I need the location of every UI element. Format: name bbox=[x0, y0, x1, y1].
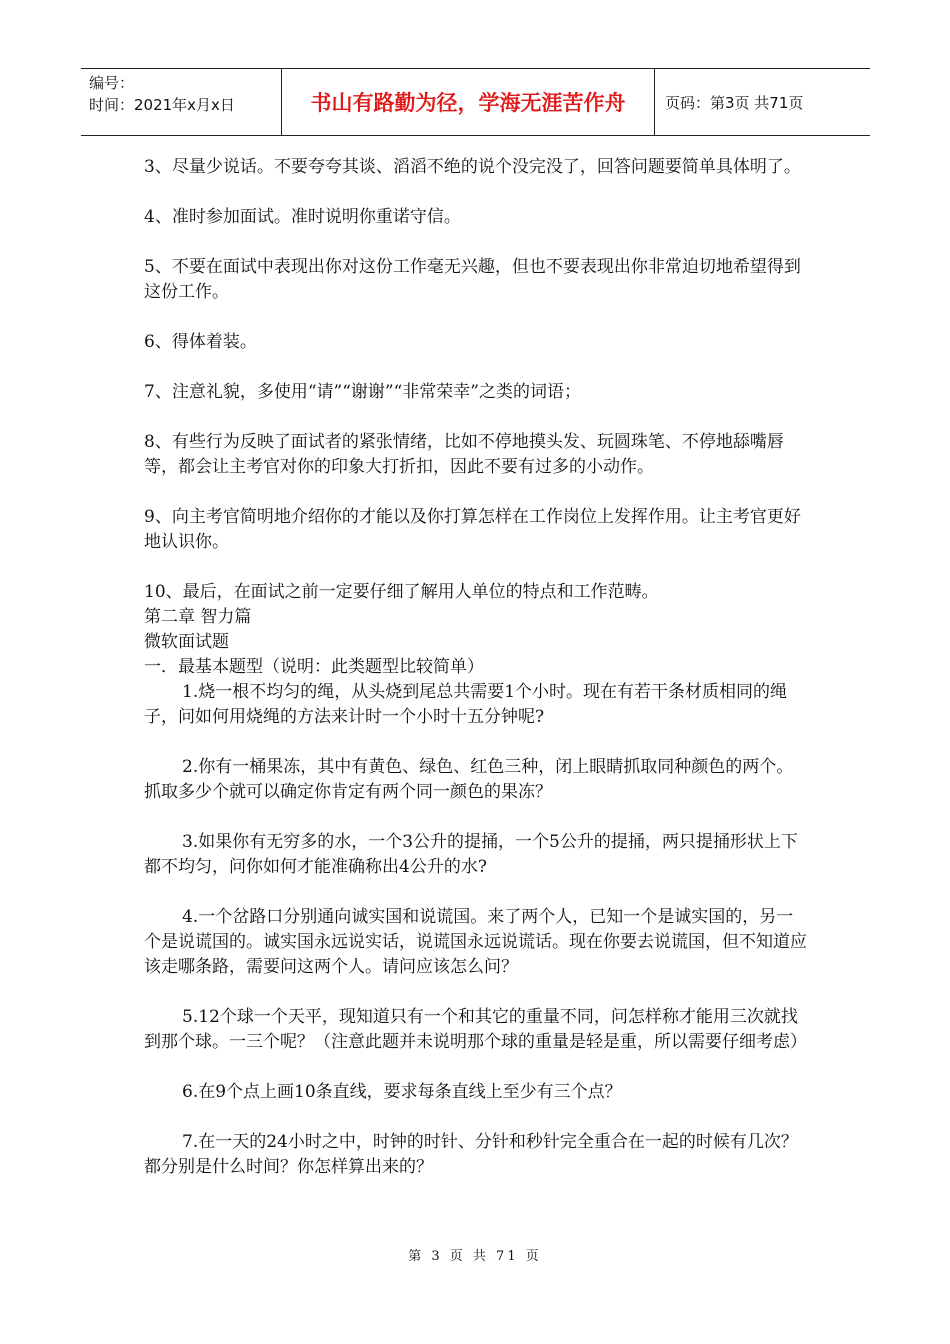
tip-6: 6、得体着装。 bbox=[144, 332, 257, 352]
tip-5: 5、不要在面试中表现出你对这份工作毫无兴趣，但也不要表现出你非常迫切地希望得到这份工作。 bbox=[144, 257, 801, 302]
header-motto: 书山有路勤为径，学海无涯苦作舟 bbox=[282, 69, 655, 135]
tip-7: 7、注意礼貌，多使用“请”“谢谢”“非常荣幸”之类的词语； bbox=[144, 382, 581, 402]
section-title: 微软面试题 bbox=[144, 632, 229, 652]
page-footer: 第 3 页 共 71 页 bbox=[408, 1249, 542, 1264]
tip-8: 8、有些行为反映了面试者的紧张情绪，比如不停地摸头发、玩圆珠笔、不停地舔嘴唇等，都会让主考官对你的印象大打折扣，因此不要有过多的小动作。 bbox=[144, 432, 784, 477]
question-3: 3.如果你有无穷多的水，一个3公升的提捅，一个5公升的提捅，两只提捅形状上下都不均匀，问你如何才能准确称出4公升的水? bbox=[144, 832, 798, 877]
date-label: 时间：2021年x月x日 bbox=[89, 96, 235, 114]
tip-9: 9、向主考官简明地介绍你的才能以及你打算怎样在工作岗位上发挥作用。让主考官更好地认识你。 bbox=[144, 507, 801, 552]
question-4: 4.一个岔路口分别通向诚实国和说谎国。来了两个人，已知一个是诚实国的，另一个是说谎国的。诚实国永远说实话，说谎国永远说谎话。现在你要去说谎国，但不知道应该走哪条路，需要问这两个人。请问应该怎么问？ bbox=[144, 907, 807, 977]
question-2: 2.你有一桶果冻，其中有黄色、绿色、红色三种，闭上眼睛抓取同种颜色的两个。抓取多少个就可以确定你肯定有两个同一颜色的果冻？ bbox=[144, 757, 794, 802]
question-6: 6.在9个点上画10条直线，要求每条直线上至少有三个点？ bbox=[182, 1082, 622, 1102]
question-7: 7.在一天的24小时之中，时钟的时针、分针和秒针完全重合在一起的时候有几次？都分别是什么时间？你怎样算出来的？ bbox=[144, 1132, 798, 1177]
tip-4: 4、准时参加面试。准时说明你重诺守信。 bbox=[144, 207, 461, 227]
question-1: 1.烧一根不均匀的绳，从头烧到尾总共需要1个小时。现在有若干条材质相同的绳子，问如何用烧绳的方法来计时一个小时十五分钟呢? bbox=[144, 682, 788, 727]
page-header bbox=[81, 68, 870, 136]
chapter-title: 第二章 智力篇 bbox=[144, 607, 252, 627]
document-body bbox=[144, 155, 809, 1180]
header-meta bbox=[81, 69, 282, 135]
subsection-title: 一．最基本题型（说明：此类题型比较简单） bbox=[144, 657, 484, 677]
tip-3: 3、尽量少说话。不要夸夸其谈、滔滔不绝的说个没完没了，回答问题要简单具体明了。 bbox=[144, 157, 801, 177]
header-page-info: 页码：第3页 共71页 bbox=[665, 93, 804, 112]
tip-10: 10、最后，在面试之前一定要仔细了解用人单位的特点和工作范畴。 bbox=[144, 582, 659, 602]
code-label: 编号： bbox=[89, 74, 135, 92]
question-5: 5.12个球一个天平，现知道只有一个和其它的重量不同，问怎样称才能用三次就找到那个球。一三个呢？（注意此题并未说明那个球的重量是轻是重，所以需要仔细考虑） bbox=[144, 1007, 807, 1052]
